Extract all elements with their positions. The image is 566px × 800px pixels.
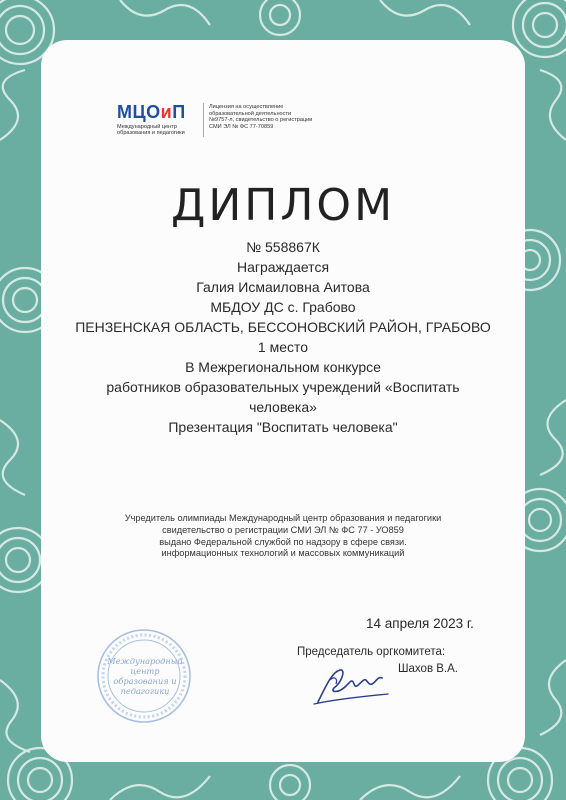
logo-divider bbox=[203, 103, 204, 137]
logo-mark: МЦОиП bbox=[117, 102, 186, 122]
awarded-label: Награждается bbox=[236, 259, 330, 275]
founder-line-3: выдано Федеральной службой по надзору в сфере связи. bbox=[159, 536, 407, 547]
founder-info bbox=[110, 513, 456, 560]
diploma-title: ДИПЛОМ bbox=[170, 180, 396, 231]
issue-date: 14 апреля 2023 г. bbox=[366, 616, 474, 631]
diploma-number: № 558867К bbox=[246, 239, 320, 255]
recipient-name: Галия Исмаиловна Аитова bbox=[196, 279, 370, 295]
chair-label: Председатель оргкомитета: bbox=[297, 646, 446, 658]
signature bbox=[312, 664, 392, 708]
founder-line-4: информационных технологий и массовых коммуникаций bbox=[161, 548, 405, 559]
recipient-organization: МБДОУ ДС с. Грабово bbox=[210, 299, 356, 315]
logo-subtitle: Международный центр образования и педагогики bbox=[117, 124, 185, 137]
work-title: Презентация "Воспитать человека" bbox=[168, 419, 398, 435]
award-place: 1 место bbox=[257, 339, 309, 355]
contest-line-3: человека» bbox=[249, 399, 317, 415]
contest-line-2: работников образовательных учреждений «Воспитать bbox=[106, 379, 460, 395]
recipient-region: ПЕНЗЕНСКАЯ ОБЛАСТЬ, БЕССОНОВСКИЙ РАЙОН, ГРАБОВО bbox=[75, 319, 491, 335]
organization-logo bbox=[117, 102, 209, 137]
founder-line-2: свидетельство о регистрации СМИ ЭЛ № ФС 77 - УО859 bbox=[162, 524, 404, 535]
contest-line-1: В Межрегиональном конкурсе bbox=[185, 359, 381, 375]
chair-name: Шахов В.А. bbox=[398, 663, 458, 675]
license-text: Лицензия на осуществление образовательной деятельности №9757-л, свидетельство о регистрации СМИ ЭЛ № ФС 77-70859 bbox=[209, 104, 313, 130]
stamp-text: Международный центр образования и педагогики bbox=[107, 656, 183, 696]
founder-line-1: Учредитель олимпиады Международный центр образования и педагогики bbox=[124, 513, 442, 523]
